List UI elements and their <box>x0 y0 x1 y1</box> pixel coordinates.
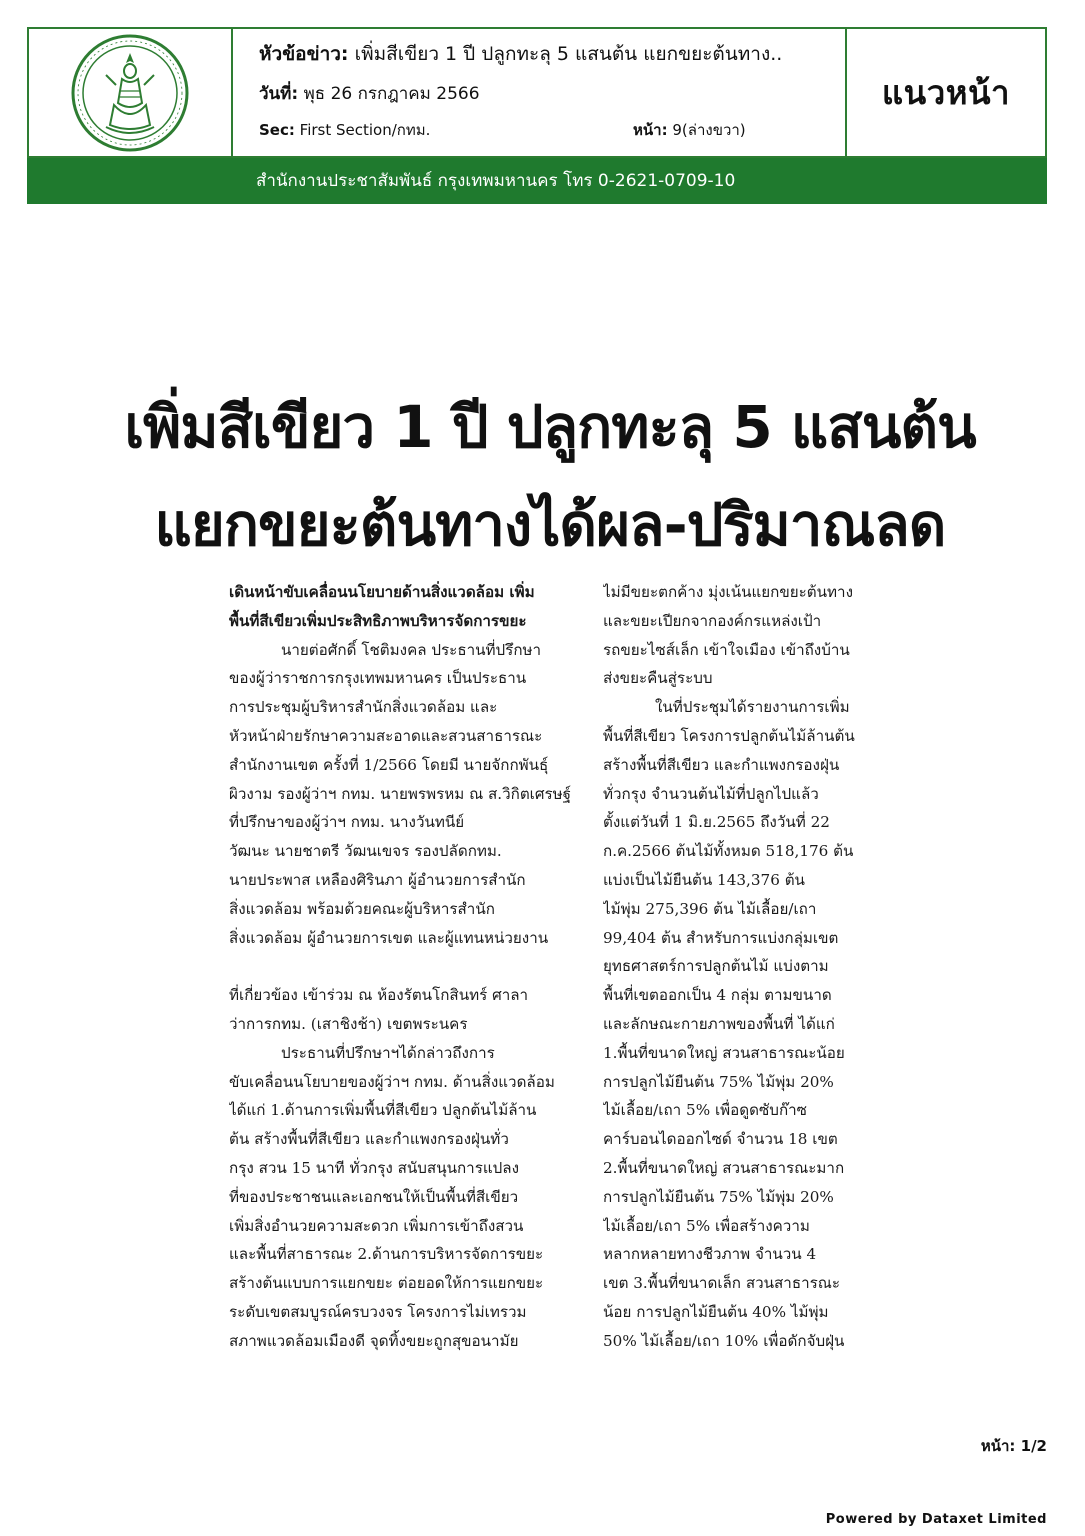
article-line: ผิวงาม รองผู้ว่าฯ กทม. นายพรพรหม ณ ส.วิกิตเศรษฐ์ <box>229 784 572 803</box>
article-line: ไม้เลื้อย/เถา 5% เพื่อสร้างความ <box>603 1216 810 1235</box>
article-line: รถขยะไซส์เล็ก เข้าใจเมือง เข้าถึงบ้าน <box>603 640 850 659</box>
article-paragraph-3 <box>603 578 878 693</box>
article-line: สร้างพื้นที่สีเขียว และกำแพงกรองฝุ่น <box>603 755 840 774</box>
article-line: สำนักงานเขต ครั้งที่ 1/2566 โดยมี นายจักกพันธุ์ <box>229 755 549 774</box>
article-line: 50% ไม้เลื้อย/เถา 10% เพื่อดักจับฝุ่น <box>603 1331 845 1350</box>
article-line: ต้น สร้างพื้นที่สีเขียว และกำแพงกรองฝุ่นทั่ว <box>229 1130 509 1149</box>
article-line: หัวหน้าฝ่ายรักษาความสะอาดและสวนสาธารณะ <box>229 726 543 745</box>
article-column-right <box>603 578 878 1356</box>
article-paragraph-4 <box>603 693 878 1355</box>
article-line: ก.ค.2566 ต้นไม้ทั้งหมด 518,176 ต้น <box>603 842 854 861</box>
article-line: การปลูกไม้ยืนต้น 75% ไม้พุ่ม 20% <box>603 1187 834 1206</box>
article-line: 1.พื้นที่ขนาดใหญ่ สวนสาธารณะน้อย <box>603 1043 845 1062</box>
article-line: ไม้เลื้อย/เถา 5% เพื่อดูดซับก๊าซ <box>603 1101 807 1120</box>
page-ref <box>633 119 746 141</box>
article-line: สิ่งแวดล้อม พร้อมด้วยคณะผู้บริหารสำนัก <box>229 899 495 918</box>
article-line: นายต่อศักดิ์ โชติมงคล ประธานที่ปรึกษา <box>281 640 542 659</box>
article-line: ขับเคลื่อนนโยบายของผู้ว่าฯ กทม. ด้านสิ่งแวดล้อม <box>229 1072 555 1091</box>
headline-value: เพิ่มสีเขียว 1 ปี ปลูกทะลุ 5 แสนต้น แยกขยะต้นทาง.. <box>354 43 783 65</box>
clipping-info <box>233 29 847 156</box>
article-line: สภาพแวดล้อมเมืองดี จุดทิ้งขยะถูกสุขอนามัย <box>229 1331 519 1350</box>
article-line: ทั่วกรุง จำนวนต้นไม้ที่ปลูกไปแล้ว <box>603 784 819 803</box>
article-line: 2.พื้นที่ขนาดใหญ่ สวนสาธารณะมาก <box>603 1158 845 1177</box>
article-line: ตั้งแต่วันที่ 1 มิ.ย.2565 ถึงวันที่ 22 <box>603 813 830 832</box>
page-indicator: หน้า: 1/2 <box>980 1437 1047 1455</box>
bangkok-seal-icon <box>70 33 190 153</box>
article-line: ที่ของประชาชนและเอกชนให้เป็นพื้นที่สีเขียว <box>229 1187 519 1206</box>
article-line: ที่เกี่ยวข้อง เข้าร่วม ณ ห้องรัตนโกสินทร์ ศาลา <box>229 986 529 1005</box>
publication-name: แนวหน้า <box>881 73 1011 112</box>
article-line: พื้นที่สีเขียว โครงการปลูกต้นไม้ล้านต้น <box>603 726 855 745</box>
sec-value: First Section/กทม. <box>299 121 431 139</box>
page-value: 9(ล่างขวา) <box>672 121 746 139</box>
clipping-header <box>27 27 1047 158</box>
article-line: ประธานที่ปรึกษาฯได้กล่าวถึงการ <box>281 1043 495 1062</box>
article-line: ในที่ประชุมได้รายงานการเพิ่ม <box>655 698 850 717</box>
article-line: และพื้นที่สาธารณะ 2.ด้านการบริหารจัดการขยะ <box>229 1245 544 1264</box>
article-line: การปลูกไม้ยืนต้น 75% ไม้พุ่ม 20% <box>603 1072 834 1091</box>
sec-label: Sec: <box>259 121 295 139</box>
contact-banner: สำนักงานประชาสัมพันธ์ กรุงเทพมหานคร โทร 0-2621-0709-10 <box>27 158 1047 204</box>
article-line: พื้นที่สีเขียวเพิ่มประสิทธิภาพบริหารจัดการขยะ <box>229 611 527 630</box>
article-line: ไม้พุ่ม 275,396 ต้น ไม้เลื้อย/เถา <box>603 899 817 918</box>
article-line: และลักษณะกายภาพของพื้นที่ ได้แก่ <box>603 1014 835 1033</box>
article-line: ส่งขยะคืนสู่ระบบ <box>603 669 713 688</box>
article-line: ระดับเขตสมบูรณ์ครบวงจร โครงการไม่เทรวม <box>229 1302 527 1321</box>
article-line: หลากหลายทางชีวภาพ จำนวน 4 <box>603 1245 817 1264</box>
article-line: ที่ปรึกษาของผู้ว่าฯ กทม. นางวันทนีย์ <box>229 813 465 832</box>
article-line: ไม่มีขยะตกค้าง มุ่งเน้นแยกขยะต้นทาง <box>603 583 853 601</box>
article-line: แบ่งเป็นไม้ยืนต้น 143,376 ต้น <box>603 870 805 889</box>
article-line: น้อย การปลูกไม้ยืนต้น 40% ไม้พุ่ม <box>603 1302 829 1321</box>
article-line: เพิ่มสิ่งอำนวยความสะดวก เพิ่มการเข้าถึงสวน <box>229 1216 524 1235</box>
article-line: พื้นที่เขตออกเป็น 4 กลุ่ม ตามขนาด <box>603 986 832 1005</box>
date-label: วันที่: <box>259 84 299 104</box>
article-line: ได้แก่ 1.ด้านการเพิ่มพื้นที่สีเขียว ปลูกต้นไม้ล้าน <box>229 1101 537 1120</box>
article-lead <box>229 578 575 636</box>
article-title-line-2: แยกขยะต้นทางได้ผล-ปริมาณลด <box>154 491 946 559</box>
powered-by: Powered by Dataxet Limited <box>825 1512 1047 1527</box>
article-line: ยุทธศาสตร์การปลูกต้นไม้ แบ่งตาม <box>603 957 829 976</box>
logo-cell <box>29 29 233 156</box>
article-line: วัฒนะ นายชาตรี วัฒนเขจร รองปลัดกทม. <box>229 842 502 861</box>
article-line: ว่าการกทม. (เสาชิงช้า) เขตพระนคร <box>229 1014 468 1033</box>
article-line: เขต 3.พื้นที่ขนาดเล็ก สวนสาธารณะ <box>603 1274 841 1293</box>
article-line: สิ่งแวดล้อม ผู้อำนวยการเขต และผู้แทนหน่วยงาน <box>229 928 549 947</box>
page-label: หน้า: <box>633 121 668 139</box>
article-line: คาร์บอนไดออกไซด์ จำนวน 18 เขต <box>603 1130 838 1149</box>
headline-row <box>259 43 845 65</box>
article-paragraph-1 <box>229 636 575 953</box>
article-line: การประชุมผู้บริหารสำนักสิ่งแวดล้อม และ <box>229 698 498 717</box>
article-paragraph-2 <box>229 981 575 1355</box>
article-column-left <box>229 578 575 1356</box>
date-value: พุธ 26 กรกฎาคม 2566 <box>303 84 480 104</box>
article-line: ของผู้ว่าราชการกรุงเทพมหานคร เป็นประธาน <box>229 669 527 688</box>
article-title-line-1: เพิ่มสีเขียว 1 ปี ปลูกทะลุ 5 แสนต้น <box>124 393 976 461</box>
article-line: สร้างต้นแบบการแยกขยะ ต่อยอดให้การแยกขยะ <box>229 1274 544 1293</box>
date-row <box>259 83 845 105</box>
publication-cell <box>847 29 1045 156</box>
article-line: เดินหน้าขับเคลื่อนนโยบายด้านสิ่งแวดล้อม เพิ่ม <box>229 583 535 601</box>
headline-label: หัวข้อข่าว: <box>259 43 349 65</box>
article-line: และขยะเปียกจากองค์กรแหล่งเป้า <box>603 611 822 630</box>
article-line: 99,404 ต้น สำหรับการแบ่งกลุ่มเขต <box>603 928 839 947</box>
article-line: นายประพาส เหลืองศิรินภา ผู้อำนวยการสำนัก <box>229 870 526 889</box>
article-line: กรุง สวน 15 นาที ทั่วกรุง สนับสนุนการแปลง <box>229 1158 520 1177</box>
section-row <box>259 119 845 141</box>
